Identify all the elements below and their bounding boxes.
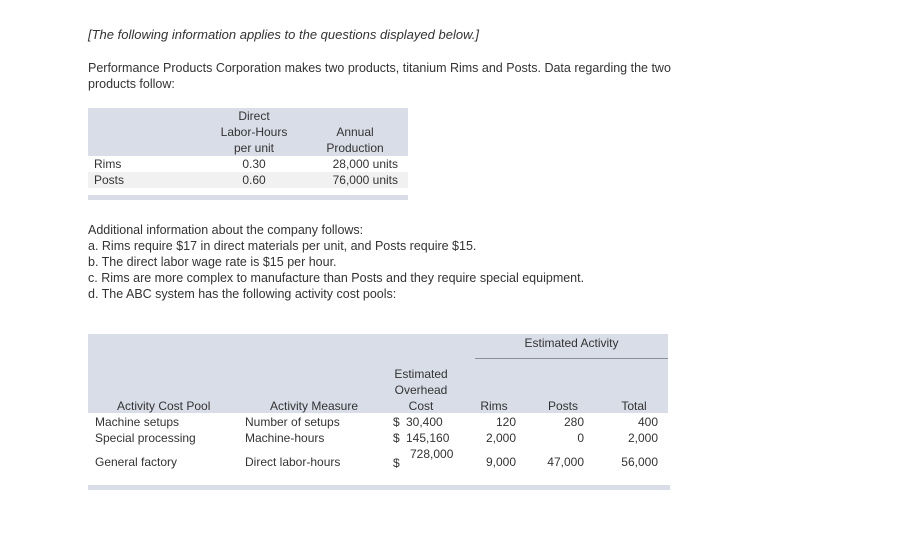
estimated-activity-header: Estimated Activity [524, 336, 619, 350]
labor-hours-value: 0.30 [242, 157, 266, 171]
rims-value: 2,000 [485, 431, 516, 445]
pool-name: Machine setups [95, 415, 180, 429]
table-row [88, 414, 668, 430]
total-value: 56,000 [621, 455, 658, 469]
overhead-cost: 30,400 [406, 415, 443, 429]
activity-cost-pool-table [88, 334, 670, 490]
table-row [88, 430, 668, 446]
currency-sign: $ [393, 431, 400, 445]
labor-hours-value: 0.60 [242, 173, 266, 187]
pool-name: General factory [95, 455, 178, 469]
rims-header: Rims [480, 399, 508, 413]
list-item: c. Rims are more complex to manufacture than Posts and they require special equipment. [88, 271, 585, 285]
table-bottom-rule [88, 485, 670, 490]
measure-name: Machine-hours [245, 431, 325, 445]
posts-value: 0 [577, 431, 584, 445]
table-row [88, 446, 668, 478]
table-bottom-rule [88, 195, 408, 200]
problem-paragraph: Performance Products Corporation makes two products, titanium Rims and Posts. Data regarding the two products follow: [88, 61, 671, 91]
total-header: Total [621, 399, 647, 413]
list-item: b. The direct labor wage rate is $15 per hour. [88, 255, 337, 269]
labor-hours-header: Direct Labor-Hours per unit [220, 109, 288, 155]
additional-heading: Additional information about the company follows: [88, 223, 364, 237]
overhead-cost: 145,160 [406, 431, 450, 445]
list-item: d. The ABC system has the following activity cost pools: [88, 287, 397, 301]
table-row [88, 156, 408, 172]
total-value: 2,000 [627, 431, 658, 445]
overhead-cost-header: Estimated Overhead Cost [394, 367, 448, 413]
product-data-table [88, 108, 408, 200]
table-row [88, 172, 408, 188]
product-name: Posts [94, 173, 125, 187]
list-item: a. Rims require $17 in direct materials per unit, and Posts require $15. [88, 239, 477, 253]
production-value: 28,000 units [332, 157, 398, 171]
measure-name: Direct labor-hours [245, 455, 341, 469]
posts-header: Posts [547, 399, 578, 413]
measure-name: Number of setups [245, 415, 340, 429]
currency-sign: $ [393, 456, 400, 470]
product-name: Rims [94, 157, 122, 171]
header-divider [475, 358, 668, 359]
currency-sign: $ [393, 415, 400, 429]
pool-header: Activity Cost Pool [117, 399, 211, 413]
rims-value: 120 [495, 415, 516, 429]
annual-production-header: Annual Production [326, 125, 384, 155]
additional-info [88, 222, 584, 302]
rims-value: 9,000 [485, 455, 516, 469]
production-value: 76,000 units [332, 173, 398, 187]
posts-value: 47,000 [547, 455, 584, 469]
overhead-cost: 728,000 [410, 447, 454, 461]
measure-header: Activity Measure [270, 399, 359, 413]
total-value: 400 [637, 415, 658, 429]
posts-value: 280 [563, 415, 584, 429]
pool-name: Special processing [95, 431, 196, 445]
intro-note: [The following information applies to the questions displayed below.] [88, 27, 479, 42]
